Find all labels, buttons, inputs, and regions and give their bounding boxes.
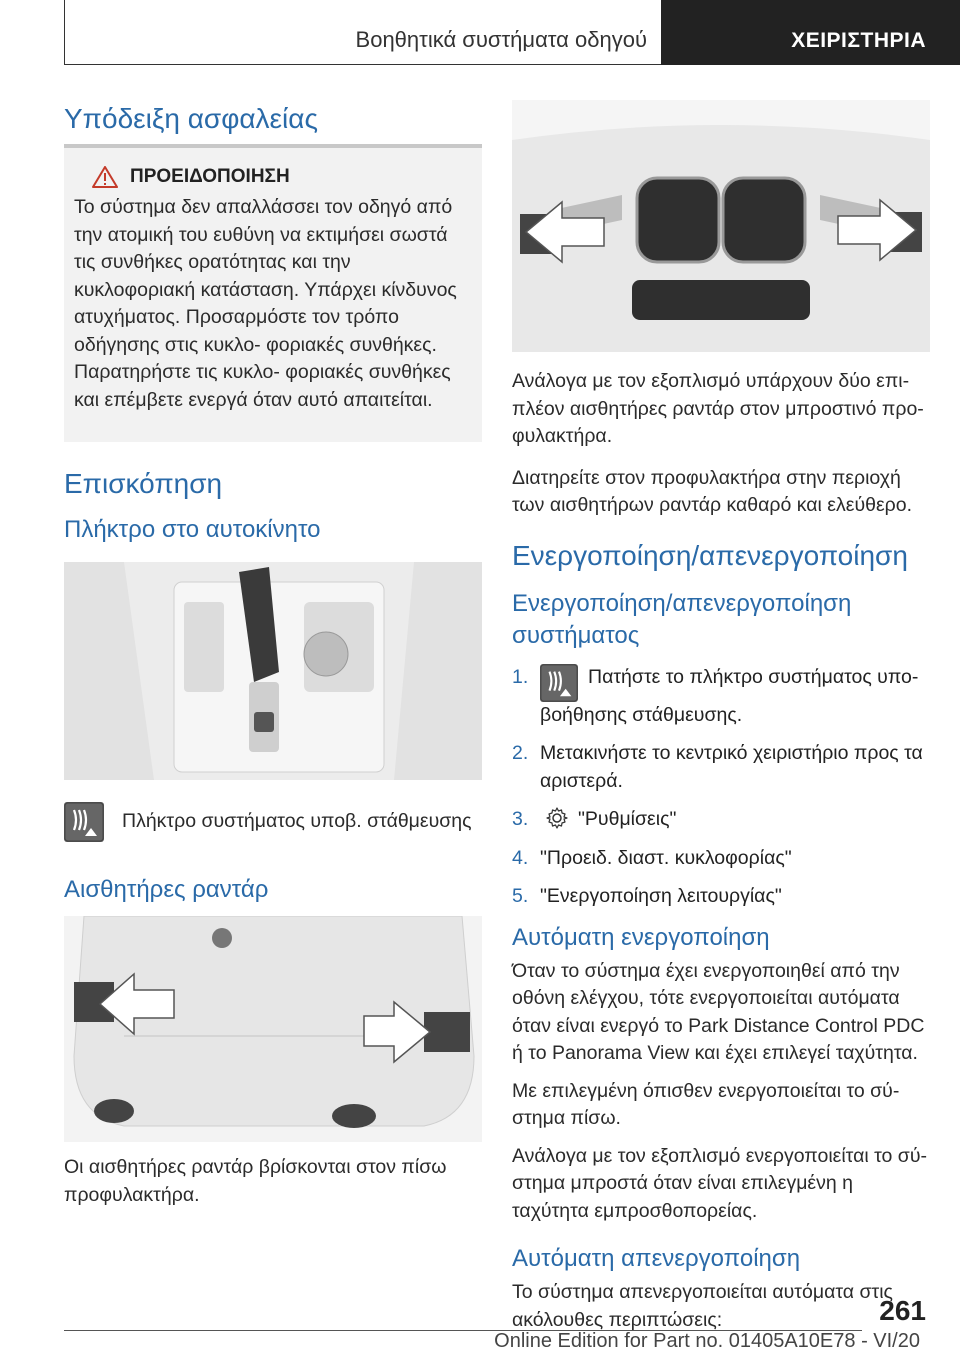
step-4-text: "Προειδ. διαστ. κυκλοφορίας" bbox=[540, 846, 792, 869]
step-4 bbox=[512, 845, 930, 873]
gear-icon bbox=[546, 807, 568, 829]
warning-box bbox=[64, 148, 482, 442]
step-1 bbox=[512, 664, 930, 730]
step-3-text: "Ρυθμίσεις" bbox=[578, 808, 677, 830]
park-assist-button-icon bbox=[64, 802, 104, 842]
page-title: Υπόδειξη ασφαλείας bbox=[64, 104, 482, 148]
rear-bumper-photo bbox=[64, 916, 482, 1142]
auto-activation-heading: Αυτόματη ενεργοποίηση bbox=[512, 923, 770, 951]
warning-heading: ΠΡΟΕΙΔΟΠΟΙΗΣΗ bbox=[130, 166, 290, 187]
sensors-heading: Αισθητήρες ραντάρ bbox=[64, 876, 269, 903]
auto-activation-text-3: Ανάλογα με τον εξοπλισμό ενεργοποιείται το σύ- στημα μπροστά όταν είναι επιλεγμένη η ταχύτητα εμπροσθοπορείας. bbox=[512, 1144, 928, 1222]
step-1-text: Πατήστε το πλήκτρο συστήματος υπο- βοήθησης στάθμευσης. bbox=[540, 665, 919, 726]
warning-text: Το σύστημα δεν απαλλάσσει τον οδηγό από την ατομική του ευθύνη να εκτιμήσει σωστά τις συνθήκες ορατότητας και την κυκλοφοριακή κατάσταση. Υπάρχει κίνδυνος ατυχήματος. Προσαρμόστε τον τρόπο οδήγησης στις κυκλο- φοριακές συνθήκες. Παρατηρήστε τις κυκλο- φοριακές συνθήκες και επέμβετε ενεργά όταν αυτό απαιτείται. bbox=[74, 196, 457, 411]
header-section-title: Βοηθητικά συστήματα οδηγού bbox=[355, 27, 647, 52]
button-heading: Πλήκτρο στο αυτοκίνητο bbox=[64, 516, 321, 543]
step-5 bbox=[512, 883, 930, 911]
auto-deactivation-heading: Αυτόματη απενεργοποίηση bbox=[512, 1245, 801, 1272]
park-assist-button-icon bbox=[540, 664, 578, 702]
step-5-text: "Ενεργοποίηση λειτουργίας" bbox=[540, 885, 782, 907]
step-2-number: 2. bbox=[512, 742, 529, 764]
step-2-text: Μετακινήστε το κεντρικό χειριστήριο προς τα αριστερά. bbox=[540, 742, 923, 792]
step-5-number: 5. bbox=[512, 885, 529, 907]
step-3 bbox=[512, 806, 930, 834]
activation-heading: Ενεργοποίηση/απενεργοποίηση bbox=[512, 539, 908, 571]
front-bumper-photo bbox=[512, 100, 930, 352]
activation-steps bbox=[512, 664, 930, 911]
overview-heading: Επισκόπηση bbox=[64, 468, 223, 499]
sensors-caption: Οι αισθητήρες ραντάρ βρίσκονται στον πίσω προφυλακτήρα. bbox=[64, 1156, 447, 1206]
system-activation-heading: Ενεργοποίηση/απενεργοποίηση συστήματος bbox=[512, 589, 852, 649]
step-4-number: 4. bbox=[512, 846, 529, 869]
step-3-number: 3. bbox=[512, 808, 529, 830]
header-rule-bottom bbox=[64, 64, 661, 65]
auto-activation-text-2: Με επιλεγμένη όπισθεν ενεργοποιείται το σύ- στημα πίσω. bbox=[512, 1079, 900, 1129]
step-2 bbox=[512, 740, 930, 795]
front-sensors-clean-note: Διατηρείτε στον προφυλακτήρα στην περιοχή των αισθητήρων ραντάρ καθαρό και ελεύθερο. bbox=[512, 466, 912, 516]
left-column bbox=[64, 90, 482, 1209]
footer-edition: Online Edition for Part no. 01405A10E78 - VI/20 bbox=[494, 1330, 920, 1352]
auto-activation-text-1: Όταν το σύστημα έχει ενεργοποιηθεί από την οθόνη ελέγχου, τότε ενεργοποιείται αυτόματα όταν είναι ενεργό το Park Distance Control PDC ή το Panorama View και έχει επιλεγεί ταχύτητα. bbox=[512, 959, 925, 1064]
page-number: 261 bbox=[879, 1295, 926, 1326]
warning-triangle-icon bbox=[92, 166, 118, 188]
front-sensors-caption: Ανάλογα με τον εξοπλισμό υπάρχουν δύο επι- πλέον αισθητήρες ραντάρ στον μπροστινό προ- φυλακτήρα. bbox=[512, 370, 924, 447]
console-photo bbox=[64, 562, 482, 780]
right-column bbox=[512, 100, 930, 1334]
step-1-number: 1. bbox=[512, 665, 529, 688]
button-caption: Πλήκτρο συστήματος υποβ. στάθμευσης bbox=[122, 810, 472, 832]
header-chapter-tab[interactable]: ΧΕΙΡΙΣΤΗΡΙΑ bbox=[661, 0, 960, 65]
auto-deactivation-text: Το σύστημα απενεργοποιείται αυτόματα στις ακόλουθες περιπτώσεις: bbox=[512, 1281, 893, 1331]
button-caption-row bbox=[64, 802, 482, 842]
warning-heading-row bbox=[74, 166, 474, 188]
